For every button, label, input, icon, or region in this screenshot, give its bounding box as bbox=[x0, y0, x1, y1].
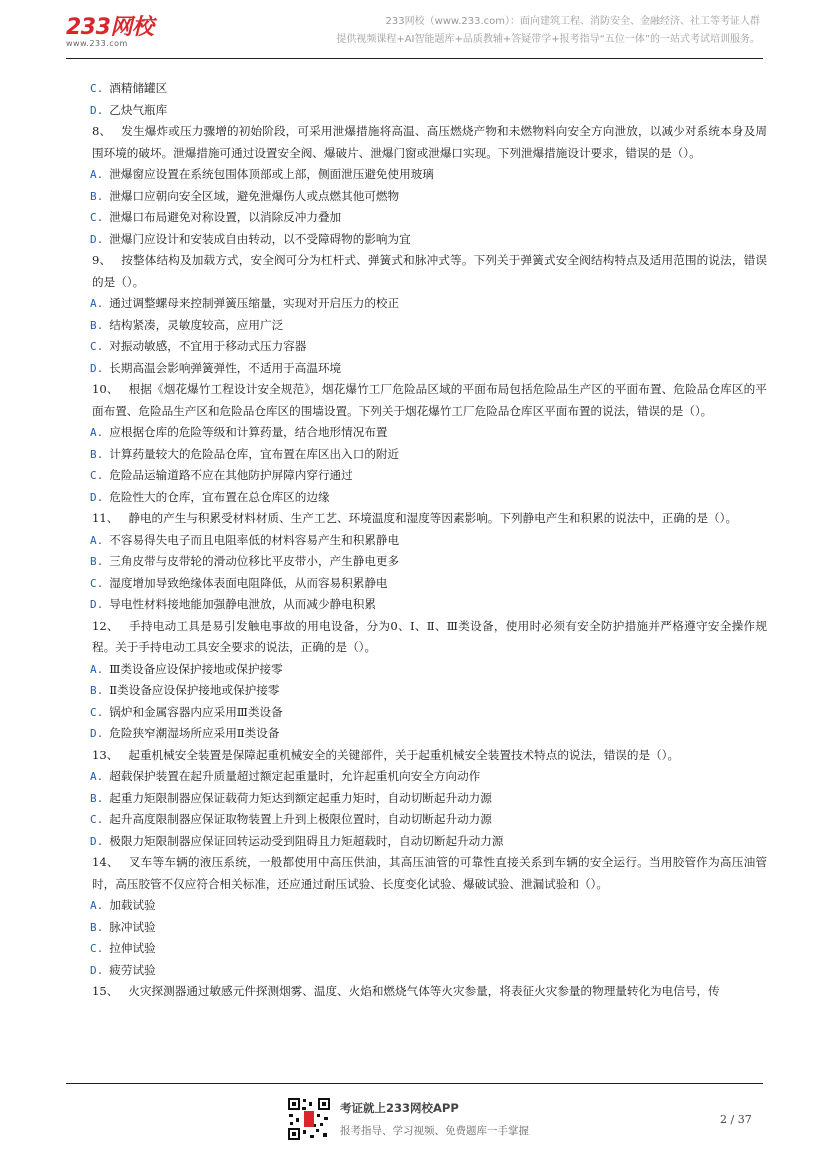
option-text: 应根据仓库的危险等级和计算药量，结合地形情况布置 bbox=[109, 425, 388, 439]
option-key: A. bbox=[90, 770, 104, 783]
header-divider bbox=[66, 58, 763, 59]
option-text: 加载试验 bbox=[109, 898, 156, 912]
question-stem bbox=[62, 616, 767, 659]
option-key: D. bbox=[90, 490, 104, 504]
question-stem bbox=[62, 250, 767, 293]
option-text: 对振动敏感，不宜用于移动式压力容器 bbox=[109, 339, 307, 353]
option-key: D. bbox=[90, 727, 104, 740]
option-text: 极限力矩限制器应保证回转运动受到阻碍且力矩超载时，自动切断起升动力源 bbox=[109, 833, 504, 848]
question-text: 起重机械安全装置是保障起重机械安全的关键部件，关于起重机械安全装置技术特点的说法，错误的是（）。 bbox=[128, 747, 680, 762]
question-number: 14、 bbox=[92, 855, 119, 869]
question-stem bbox=[62, 852, 767, 895]
answer-option bbox=[62, 530, 767, 552]
answer-option bbox=[62, 680, 767, 702]
option-key: A. bbox=[90, 168, 104, 181]
question-number: 10、 bbox=[92, 382, 119, 396]
answer-option bbox=[62, 831, 767, 853]
option-text: 泄爆窗应设置在系统包围体顶部或上部，侧面泄压避免使用玻璃 bbox=[109, 167, 434, 181]
option-key: B. bbox=[90, 189, 104, 203]
app-promo-subtitle: 报考指导、学习视频、免费题库一手掌握 bbox=[340, 1125, 529, 1137]
question-text: 静电的产生与积累受材料材质、生产工艺、环境温度和湿度等因素影响。下列静电产生和积累的说法中，正确的是（）。 bbox=[128, 511, 738, 525]
question-stem bbox=[62, 981, 767, 1003]
option-text: 泄爆口应朝向安全区域，避免泄爆伤人或点燃其他可燃物 bbox=[109, 188, 400, 203]
option-key: C. bbox=[90, 705, 104, 719]
option-key: B. bbox=[90, 318, 104, 332]
answer-option bbox=[62, 766, 767, 788]
question-text: 按整体结构及加载方式，安全阀可分为杠杆式、弹簧式和脉冲式等。下列关于弹簧式安全阀结构特点及适用范围的说法，错误的是（）。 bbox=[92, 253, 767, 289]
option-text: 乙炔气瓶库 bbox=[109, 102, 168, 117]
answer-option bbox=[62, 960, 767, 982]
question-stem bbox=[62, 508, 767, 530]
option-key: A. bbox=[90, 662, 104, 676]
page-number: 2 / 37 bbox=[720, 1113, 752, 1126]
option-text: 长期高温会影响弹簧弹性，不适用于高温环境 bbox=[109, 360, 342, 375]
option-key: C. bbox=[90, 82, 104, 95]
option-key: B. bbox=[90, 791, 104, 805]
option-key: C. bbox=[90, 469, 104, 482]
option-text: 酒精储罐区 bbox=[109, 81, 168, 95]
answer-option bbox=[62, 336, 767, 358]
answer-option bbox=[62, 315, 767, 337]
option-text: 超载保护装置在起升质量超过额定起重量时，允许起重机向安全方向动作 bbox=[109, 769, 481, 783]
option-text: 计算药量较大的危险品仓库，宜布置在库区出入口的附近 bbox=[109, 446, 400, 461]
option-key: D. bbox=[90, 232, 104, 246]
option-key: D. bbox=[90, 834, 104, 848]
question-stem bbox=[62, 745, 767, 767]
option-key: D. bbox=[90, 361, 104, 375]
option-key: C. bbox=[90, 576, 104, 590]
option-text: 危险性大的仓库，宜布置在总仓库区的边缘 bbox=[109, 489, 330, 504]
option-key: C. bbox=[90, 211, 104, 224]
option-key: C. bbox=[90, 813, 104, 826]
answer-option bbox=[62, 573, 767, 595]
question-stem bbox=[62, 379, 767, 422]
option-text: 结构紧凑，灵敏度较高，应用广泛 bbox=[109, 317, 284, 332]
option-text: 泄爆门应设计和安装成自由转动，以不受障碍物的影响为宜 bbox=[109, 231, 411, 246]
answer-option bbox=[62, 100, 767, 122]
answer-option bbox=[62, 422, 767, 444]
question-text: 手持电动工具是易引发触电事故的用电设备，分为0、Ⅰ、Ⅱ、Ⅲ类设备，使用时必须有安全防护措施并严格遵守安全操作规程。关于手持电动工具安全要求的说法，正确的是（）。 bbox=[92, 618, 767, 654]
answer-option bbox=[62, 229, 767, 251]
question-number: 9、 bbox=[92, 253, 112, 267]
logo-text: 233网校 bbox=[66, 15, 154, 40]
option-text: 疲劳试验 bbox=[109, 962, 156, 977]
answer-option bbox=[62, 917, 767, 939]
question-number: 11、 bbox=[92, 511, 119, 525]
option-key: A. bbox=[90, 297, 104, 310]
option-text: Ⅲ类设备应设保护接地或保护接零 bbox=[109, 661, 283, 676]
slogan-line-1: 233网校（www.233.com）：面向建筑工程、消防安全、金融经济、社工等考证人群 bbox=[385, 16, 760, 27]
page-header bbox=[0, 0, 830, 60]
option-text: 危险品运输道路不应在其他防护屏障内穿行通过 bbox=[109, 468, 353, 482]
question-number: 13、 bbox=[92, 747, 119, 762]
option-key: C. bbox=[90, 340, 104, 353]
option-text: 导电性材料接地能加强静电泄放，从而减少静电积累 bbox=[109, 597, 376, 611]
answer-option bbox=[62, 702, 767, 724]
question-number: 12、 bbox=[92, 618, 119, 633]
option-text: 起升高度限制器应保证取物装置上升到上极限位置时，自动切断起升动力源 bbox=[109, 812, 492, 826]
document-body bbox=[62, 78, 767, 1003]
question-text: 火灾探测器通过敏感元件探测烟雾、温度、火焰和燃烧气体等火灾参量，将表征火灾参量的物理量转化为电信号，传 bbox=[128, 984, 720, 998]
answer-option bbox=[62, 186, 767, 208]
answer-option bbox=[62, 809, 767, 831]
question-number: 15、 bbox=[92, 984, 119, 998]
option-key: B. bbox=[90, 447, 104, 461]
option-key: B. bbox=[90, 920, 104, 934]
answer-option bbox=[62, 358, 767, 380]
brand-logo[interactable] bbox=[66, 10, 153, 48]
option-key: C. bbox=[90, 942, 104, 955]
answer-option bbox=[62, 207, 767, 229]
option-text: 泄爆口布局避免对称设置，以消除反冲力叠加 bbox=[109, 210, 342, 224]
question-number: 8、 bbox=[92, 124, 112, 138]
question-stem bbox=[62, 121, 767, 164]
question-text: 根据《烟花爆竹工程设计安全规范》，烟花爆竹工厂危险品区域的平面布局包括危险品生产区的平面布置、危险品仓库区的平面布置、危险品生产区和危险品仓库区的围墙设置。下列关于烟花爆竹工厂危险品仓库区平面布置的说法，错误的是（）。 bbox=[92, 382, 767, 418]
option-key: B. bbox=[90, 684, 104, 697]
answer-option bbox=[62, 938, 767, 960]
option-text: Ⅱ类设备应设保护接地或保护接零 bbox=[109, 683, 280, 697]
question-text: 叉车等车辆的液压系统，一般都使用中高压供油，其高压油管的可靠性直接关系到车辆的安全运行。当用胶管作为高压油管时，高压胶管不仅应符合相关标准，还应通过耐压试验、长度变化试验、爆破试验、泄漏试验和（）。 bbox=[92, 855, 767, 891]
answer-option bbox=[62, 723, 767, 745]
option-key: A. bbox=[90, 533, 104, 547]
footer-divider bbox=[66, 1083, 763, 1084]
option-text: 起重力矩限制器应保证载荷力矩达到额定起重力矩时，自动切断起升动力源 bbox=[109, 790, 492, 805]
option-text: 通过调整螺母来控制弹簧压缩量，实现对开启压力的校正 bbox=[109, 296, 400, 310]
option-text: 湿度增加导致绝缘体表面电阻降低，从而容易积累静电 bbox=[109, 575, 388, 590]
question-text: 发生爆炸或压力骤增的初始阶段，可采用泄爆措施将高温、高压燃烧产物和未燃物料向安全方向泄放，以减少对系统本身及周围环境的破坏。泄爆措施可通过设置安全阀、爆破片、泄爆门窗或泄爆口实现。下列泄爆措施设计要求，错误的是（）。 bbox=[92, 124, 767, 160]
option-key: A. bbox=[90, 899, 104, 912]
answer-option bbox=[62, 444, 767, 466]
answer-option bbox=[62, 164, 767, 186]
app-promo-title: 考证就上233网校APP bbox=[340, 1101, 459, 1115]
answer-option bbox=[62, 78, 767, 100]
answer-option bbox=[62, 487, 767, 509]
answer-option bbox=[62, 788, 767, 810]
option-key: B. bbox=[90, 555, 104, 568]
option-text: 锅炉和金属容器内应采用Ⅲ类设备 bbox=[109, 704, 283, 719]
option-text: 不容易得失电子而且电阻率低的材料容易产生和积累静电 bbox=[109, 532, 400, 547]
qr-code-icon bbox=[287, 1097, 331, 1141]
answer-option bbox=[62, 895, 767, 917]
option-text: 拉伸试验 bbox=[109, 941, 156, 955]
option-key: D. bbox=[90, 963, 104, 977]
option-text: 三角皮带与皮带轮的滑动位移比平皮带小，产生静电更多 bbox=[109, 554, 400, 568]
answer-option bbox=[62, 659, 767, 681]
answer-option bbox=[62, 465, 767, 487]
header-slogan bbox=[336, 13, 760, 49]
answer-option bbox=[62, 293, 767, 315]
option-text: 危险狭窄潮湿场所应采用Ⅱ类设备 bbox=[109, 726, 280, 740]
answer-option bbox=[62, 594, 767, 616]
option-key: A. bbox=[90, 426, 104, 439]
slogan-line-2: 提供视频课程+AI智能题库+品质教辅+答疑带学+报考指导“五位一体”的一站式考试培训服务。 bbox=[336, 34, 760, 45]
logo-url: www.233.com bbox=[66, 39, 128, 48]
option-text: 脉冲试验 bbox=[109, 919, 156, 934]
option-key: D. bbox=[90, 103, 104, 117]
option-key: D. bbox=[90, 598, 104, 611]
answer-option bbox=[62, 551, 767, 573]
